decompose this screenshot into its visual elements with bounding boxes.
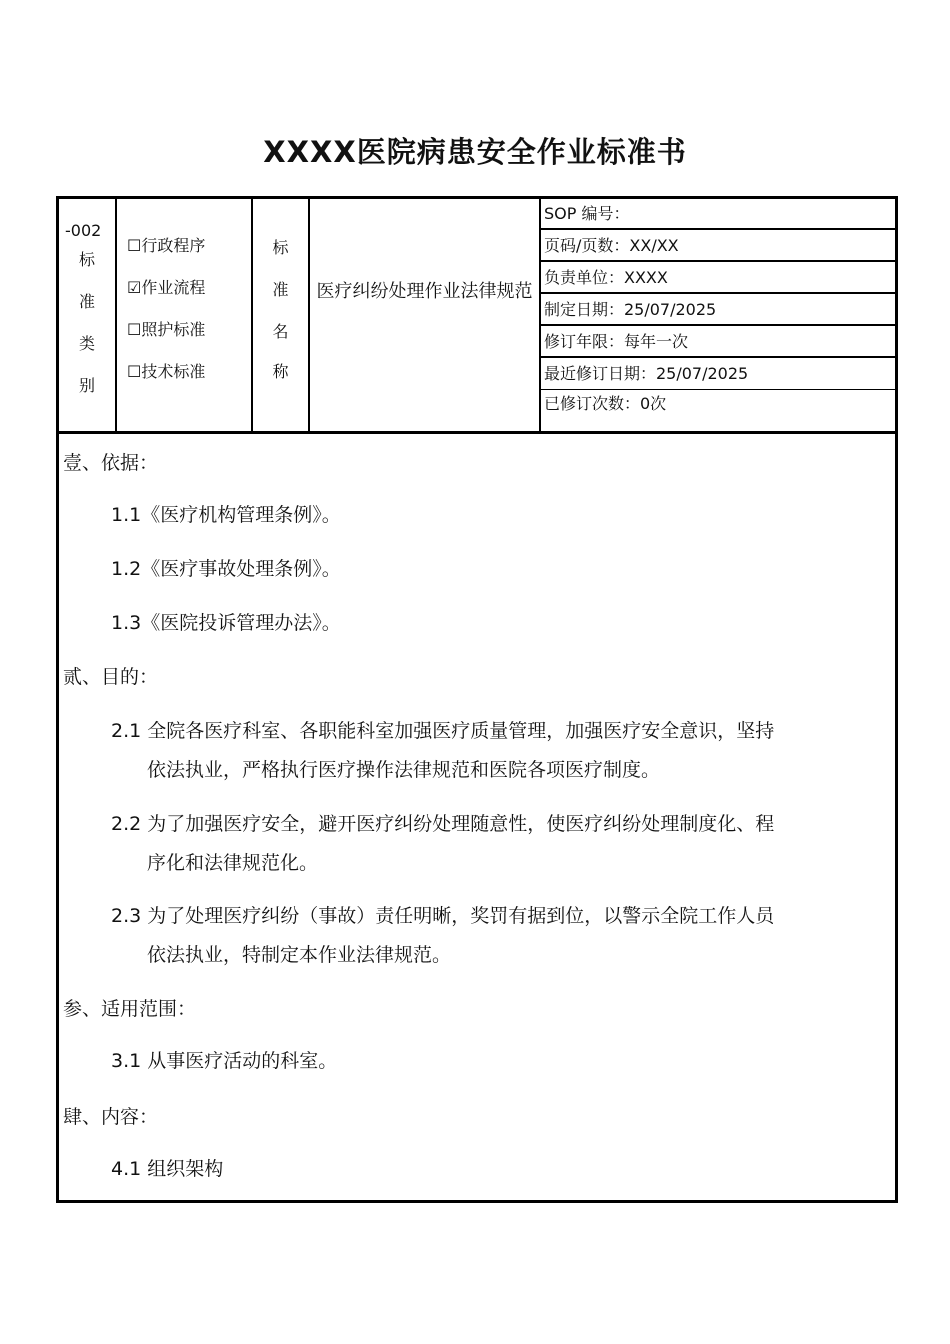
info-revision-count: 已修订次数：0次	[544, 394, 667, 413]
name-label-char: 准	[272, 280, 289, 299]
info-sop-number: SOP 编号：	[541, 199, 895, 230]
list-item-line: 2.1 全院各医疗科室、各职能科室加强医疗质量管理，加强医疗安全意识，坚持	[111, 720, 775, 742]
category-checkbox-care[interactable]: ☐照护标准	[127, 320, 206, 339]
list-item	[111, 712, 891, 790]
sop-form	[56, 196, 898, 1203]
list-item: 1.2《医疗事故处理条例》。	[111, 558, 341, 580]
section-heading: 参、适用范围：	[63, 998, 197, 1020]
category-label-char: 别	[78, 376, 95, 395]
category-options-cell	[117, 199, 253, 431]
name-label-char: 名	[272, 322, 289, 341]
category-label-cell	[59, 199, 117, 431]
section-heading: 壹、依据：	[63, 452, 159, 474]
info-created-date: 制定日期：25/07/2025	[541, 295, 895, 326]
name-value-cell	[310, 199, 541, 431]
category-label-char: 标	[78, 250, 95, 269]
list-item-line: 依法执业，特制定本作业法律规范。	[147, 944, 452, 966]
document-title: XXXX医院病患安全作业标准书	[263, 135, 687, 169]
name-label-char: 标	[272, 238, 289, 257]
info-unit: 负责单位：XXXX	[541, 263, 895, 294]
section-heading: 贰、目的：	[63, 666, 159, 688]
list-item-line: 序化和法律规范化。	[147, 852, 319, 874]
name-label-cell	[253, 199, 310, 431]
standard-name: 医疗纠纷处理作业法律规范	[316, 281, 533, 302]
list-item: 1.1《医疗机构管理条例》。	[111, 504, 341, 526]
info-last-revised: 最近修订日期：25/07/2025	[541, 359, 895, 390]
info-page: 页码/页数：XX/XX	[541, 231, 895, 262]
list-item	[111, 805, 891, 883]
category-label-char: 准	[78, 292, 95, 311]
info-revision-period: 修订年限：每年一次	[541, 327, 895, 358]
sop-code: -002	[65, 221, 102, 240]
list-item	[111, 897, 891, 975]
info-cell	[541, 199, 895, 431]
category-checkbox-workflow[interactable]: ☑作业流程	[127, 278, 206, 297]
name-label-char: 称	[272, 362, 289, 381]
list-item: 1.3《医院投诉管理办法》。	[111, 612, 341, 634]
list-item: 3.1 从事医疗活动的科室。	[111, 1050, 338, 1072]
category-checkbox-admin[interactable]: ☐行政程序	[127, 236, 206, 255]
category-label-char: 类	[78, 334, 95, 353]
header-table	[59, 199, 895, 434]
list-item: 4.1 组织架构	[111, 1158, 224, 1180]
list-item-line: 2.3 为了处理医疗纠纷（事故）责任明晰，奖罚有据到位，以警示全院工作人员	[111, 905, 775, 927]
category-checkbox-tech[interactable]: ☐技术标准	[127, 362, 206, 381]
section-heading: 肆、内容：	[63, 1106, 159, 1128]
list-item-line: 2.2 为了加强医疗安全，避开医疗纠纷处理随意性，使医疗纠纷处理制度化、程	[111, 813, 775, 835]
list-item-line: 依法执业，严格执行医疗操作法律规范和医院各项医疗制度。	[147, 759, 661, 781]
